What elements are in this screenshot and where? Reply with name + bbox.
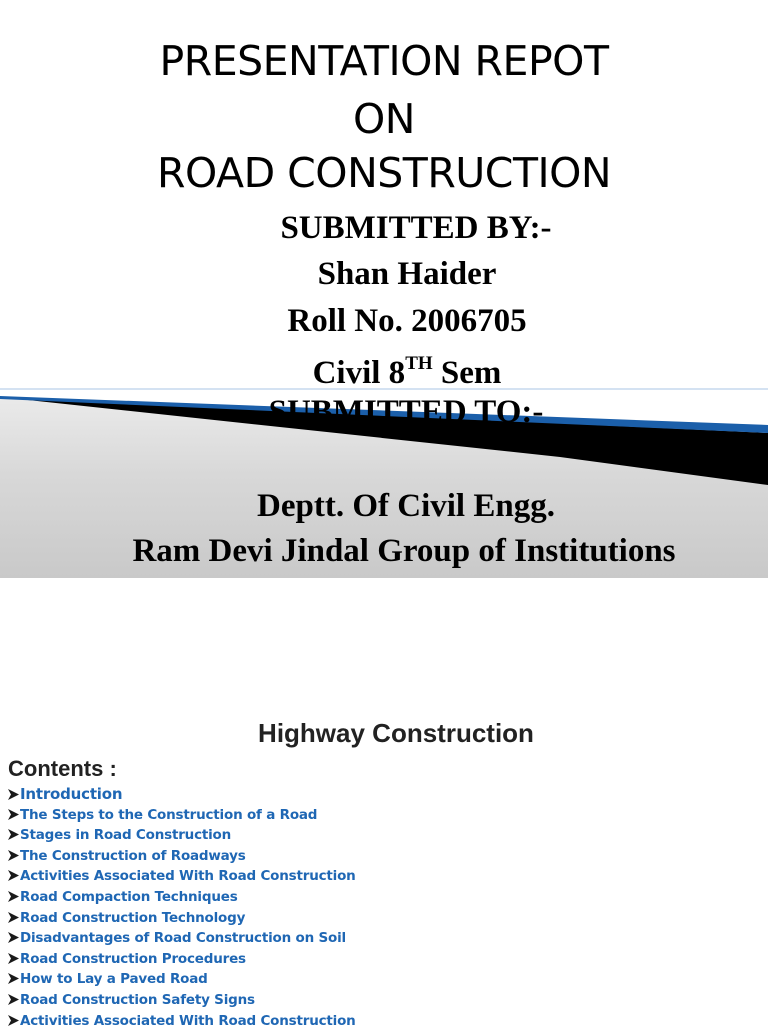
contents-item-text: Road Construction Procedures	[20, 950, 246, 967]
contents-list-item	[8, 949, 356, 970]
contents-item-text: The Steps to the Construction of a Road	[20, 806, 318, 823]
contents-list-item	[8, 825, 356, 846]
arrow-bullet-icon	[8, 825, 19, 846]
submitted-by-label: SUBMITTED BY:-	[280, 210, 552, 246]
arrow-bullet-icon	[8, 805, 19, 826]
arrow-bullet-icon	[8, 866, 19, 887]
contents-item-text: Road Construction Safety Signs	[20, 991, 255, 1008]
contents-item-text: How to Lay a Paved Road	[20, 971, 208, 988]
contents-list-item	[8, 805, 356, 826]
contents-item-text: Road Construction Technology	[20, 909, 246, 926]
contents-label: Contents :	[8, 756, 117, 781]
contents-item-text: The Construction of Roadways	[20, 847, 246, 864]
slide-heading: Highway Construction	[258, 718, 534, 748]
title-line-2: ON	[353, 95, 415, 143]
contents-item-text: Road Compaction Techniques	[20, 888, 238, 905]
contents-list-item	[8, 990, 356, 1011]
submitted-to-label: SUBMITTED TO:-	[268, 394, 544, 430]
semester-suffix: Sem	[432, 355, 502, 391]
department: Deptt. Of Civil Engg.	[257, 488, 555, 524]
contents-list-item	[8, 969, 356, 990]
contents-list-item	[8, 784, 356, 805]
semester	[0, 347, 768, 392]
institution: Ram Devi Jindal Group of Institutions	[132, 533, 676, 569]
contents-item-text: Activities Associated With Road Construction	[20, 868, 356, 885]
arrow-bullet-icon	[8, 969, 19, 990]
arrow-bullet-icon	[8, 908, 19, 929]
contents-slide	[0, 578, 768, 1029]
arrow-bullet-icon	[8, 887, 19, 908]
contents-item-text: Introduction	[20, 785, 123, 803]
contents-list-item	[8, 887, 356, 908]
arrow-bullet-icon	[8, 1011, 19, 1031]
arrow-bullet-icon	[8, 928, 19, 949]
student-name: Shan Haider	[317, 256, 497, 292]
arrow-bullet-icon	[8, 990, 19, 1011]
contents-list-item	[8, 846, 356, 867]
contents-list-item	[8, 1011, 356, 1031]
title-line-1: PRESENTATION REPOT	[159, 37, 609, 85]
semester-superscript: TH	[405, 353, 433, 374]
arrow-bullet-icon	[8, 784, 19, 805]
contents-item-text: Disadvantages of Road Construction on Soil	[20, 930, 346, 947]
arrow-bullet-icon	[8, 949, 19, 970]
contents-list-item	[8, 928, 356, 949]
roll-number: Roll No. 2006705	[287, 303, 527, 339]
contents-list	[8, 784, 356, 1031]
contents-item-text: Activities Associated With Road Construction	[20, 1012, 356, 1029]
contents-list-item	[8, 908, 356, 929]
contents-list-item	[8, 866, 356, 887]
title-line-3: ROAD CONSTRUCTION	[156, 149, 612, 197]
arrow-bullet-icon	[8, 846, 19, 867]
contents-item-text: Stages in Road Construction	[20, 827, 232, 844]
semester-prefix: Civil 8	[312, 355, 406, 391]
